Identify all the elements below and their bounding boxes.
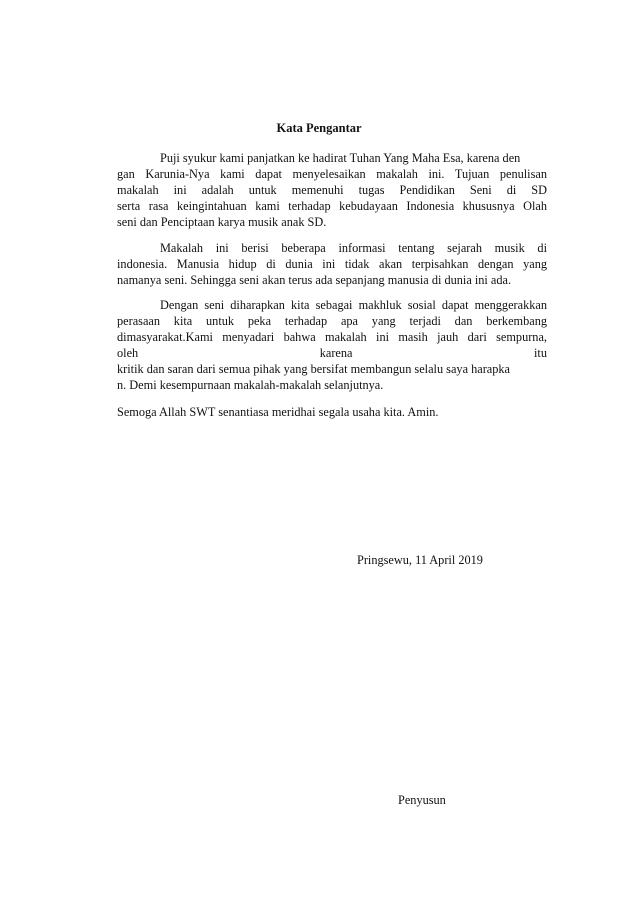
paragraph-3-line-4: oleh karena itu	[117, 346, 547, 360]
page-title: Kata Pengantar	[276, 121, 362, 135]
paragraph-1-line-1: Puji syukur kami panjatkan ke hadirat Tuhan Yang Maha Esa, karena den	[160, 151, 521, 165]
signer-label: Penyusun	[398, 793, 446, 807]
paragraph-3-line-5: kritik dan saran dari semua pihak yang bersifat membangun selalu saya harapka	[117, 362, 511, 376]
paragraph-1-line-2: gan Karunia-Nya kami dapat menyelesaikan makalah ini. Tujuan penulisan	[117, 167, 547, 181]
paragraph-2-line-2: indonesia. Manusia hidup di dunia ini tidak akan terpisahkan dengan yang	[117, 257, 547, 271]
paragraph-1-line-3: makalah ini adalah untuk memenuhi tugas Pendidikan Seni di SD	[117, 183, 547, 197]
paragraph-2-line-1: Makalah ini berisi beberapa informasi tentang sejarah musik di	[160, 241, 547, 255]
paragraph-1-line-4: serta rasa keingintahuan kami terhadap kebudayaan Indonesia khususnya Olah	[117, 199, 547, 213]
paragraph-3-line-3: dimasyarakat.Kami menyadari bahwa makalah ini masih jauh dari sempurna,	[117, 330, 547, 344]
paragraph-4-line-1: Semoga Allah SWT senantiasa meridhai segala usaha kita. Amin.	[117, 405, 439, 419]
paragraph-3-line-1: Dengan seni diharapkan kita sebagai makhluk sosial dapat menggerakkan	[160, 298, 547, 312]
paragraph-3-line-6: n. Demi kesempurnaan makalah-makalah selanjutnya.	[117, 378, 384, 392]
paragraph-2-line-3: namanya seni. Sehingga seni akan terus ada sepanjang manusia di dunia ini ada.	[117, 273, 512, 287]
paragraph-3-line-2: perasaan kita untuk peka terhadap apa yang terjadi dan berkembang	[117, 314, 547, 328]
paragraph-1-line-5: seni dan Penciptaan karya musik anak SD.	[117, 215, 327, 229]
place-date: Pringsewu, 11 April 2019	[357, 553, 483, 567]
